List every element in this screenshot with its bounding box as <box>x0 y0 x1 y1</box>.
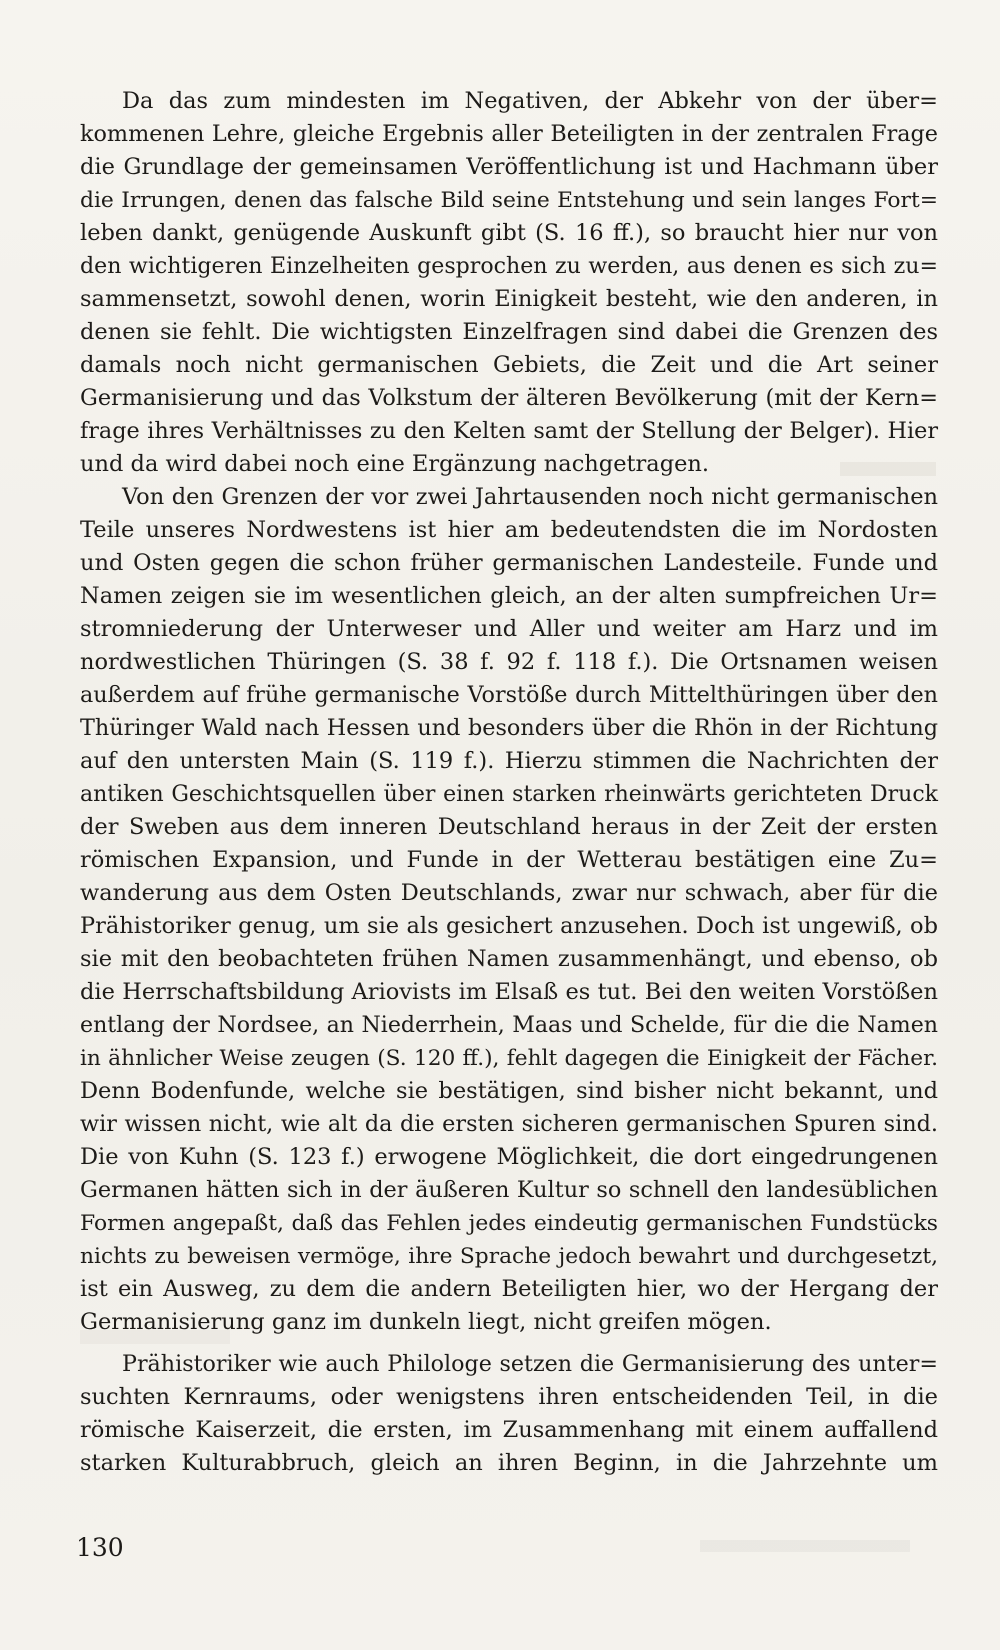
text-line: auf den untersten Main (S. 119 f.). Hierzu stimmen die Nachrichten der <box>80 748 938 774</box>
text-line: Denn Bodenfunde, welche sie bestätigen, sind bisher nicht bekannt, und <box>80 1078 938 1104</box>
text-line: der Sweben aus dem inneren Deutschland heraus in der Zeit der ersten <box>80 814 938 840</box>
paragraph <box>80 481 938 1339</box>
text-line: leben dankt, genügende Auskunft gibt (S. 16 ff.), so braucht hier nur von <box>80 220 938 246</box>
text-line: antiken Geschichtsquellen über einen starken rheinwärts gerichteten Druck <box>80 782 938 807</box>
text-line: Germanen hätten sich in der äußeren Kultur so schnell den landesüblichen <box>80 1177 938 1203</box>
text-line: römischen Expansion, und Funde in der Wetterau bestätigen eine Zu= <box>80 847 938 873</box>
text-line: sammensetzt, sowohl denen, worin Einigkeit besteht, wie den anderen, in <box>80 286 938 312</box>
text-line: Formen angepaßt, daß das Fehlen jedes eindeutig germanischen Fundstücks <box>80 1211 938 1236</box>
text-line: wir wissen nicht, wie alt da die ersten sicheren germanischen Spuren sind. <box>80 1111 938 1137</box>
text-line: nordwestlichen Thüringen (S. 38 f. 92 f. 118 f.). Die Ortsnamen weisen <box>80 649 938 675</box>
text-line: und da wird dabei noch eine Ergänzung nachgetragen. <box>80 451 710 477</box>
text-line: kommenen Lehre, gleiche Ergebnis aller Beteiligten in der zentralen Frage <box>80 121 938 147</box>
text-line: sie mit den beobachteten frühen Namen zusammenhängt, und ebenso, ob <box>80 946 938 972</box>
text-line: stromniederung der Unterweser und Aller und weiter am Harz und im <box>80 616 938 642</box>
text-line: und Osten gegen die schon früher germanischen Landesteile. Funde und <box>80 550 938 576</box>
text-line: suchten Kernraums, oder wenigstens ihren entscheidenden Teil, in die <box>80 1384 938 1410</box>
text-line: Prähistoriker wie auch Philologe setzen die Germanisierung des unter= <box>122 1351 938 1377</box>
text-line: nichts zu beweisen vermöge, ihre Sprache jedoch bewahrt und durchgesetzt, <box>80 1244 938 1269</box>
paragraph-gap <box>80 1339 938 1348</box>
text-line: Prähistoriker genug, um sie als gesichert anzusehen. Doch ist ungewiß, ob <box>80 913 938 939</box>
text-line: die Grundlage der gemeinsamen Veröffentlichung ist und Hachmann über <box>80 154 938 180</box>
text-line: Teile unseres Nordwestens ist hier am bedeutendsten die im Nordosten <box>80 517 938 543</box>
text-line: die Irrungen, denen das falsche Bild seine Entstehung und sein langes Fort= <box>80 188 938 213</box>
text-line: Germanisierung ganz im dunkeln liegt, nicht greifen mögen. <box>80 1309 772 1335</box>
text-line: römische Kaiserzeit, die ersten, im Zusammenhang mit einem auffallend <box>80 1417 938 1443</box>
text-line: den wichtigeren Einzelheiten gesprochen zu werden, aus denen es sich zu= <box>80 253 938 279</box>
page-number: 130 <box>76 1533 124 1562</box>
text-line: die Herrschaftsbildung Ariovists im Elsaß es tut. Bei den weiten Vorstößen <box>80 979 938 1005</box>
text-line: Die von Kuhn (S. 123 f.) erwogene Möglichkeit, die dort eingedrungenen <box>80 1144 938 1170</box>
body-text <box>80 85 938 1480</box>
text-line: Von den Grenzen der vor zwei Jahrtausenden noch nicht germanischen <box>122 484 938 510</box>
text-line: entlang der Nordsee, an Niederrhein, Maas und Schelde, für die die Namen <box>80 1012 938 1038</box>
paragraph <box>80 1348 938 1480</box>
text-line: denen sie fehlt. Die wichtigsten Einzelfragen sind dabei die Grenzen des <box>80 319 938 345</box>
text-line: Thüringer Wald nach Hessen und besonders über die Rhön in der Richtung <box>80 715 938 741</box>
text-line: frage ihres Verhältnisses zu den Kelten samt der Stellung der Belger). Hier <box>80 418 938 444</box>
text-line: ist ein Ausweg, zu dem die andern Beteiligten hier, wo der Hergang der <box>80 1276 938 1302</box>
text-line: damals noch nicht germanischen Gebiets, die Zeit und die Art seiner <box>80 352 938 378</box>
text-line: Da das zum mindesten im Negativen, der Abkehr von der über= <box>122 88 938 114</box>
text-line: in ähnlicher Weise zeugen (S. 120 ff.), fehlt dagegen die Einigkeit der Fächer. <box>80 1046 938 1071</box>
text-line: wanderung aus dem Osten Deutschlands, zwar nur schwach, aber für die <box>80 880 938 906</box>
paragraph <box>80 85 938 481</box>
text-line: außerdem auf frühe germanische Vorstöße durch Mittelthüringen über den <box>80 682 938 708</box>
text-line: Germanisierung und das Volkstum der älteren Bevölkerung (mit der Kern= <box>80 385 938 411</box>
text-line: starken Kulturabbruch, gleich an ihren Beginn, in die Jahrzehnte um <box>80 1450 938 1476</box>
text-line: Namen zeigen sie im wesentlichen gleich, an der alten sumpfreichen Ur= <box>80 583 938 609</box>
